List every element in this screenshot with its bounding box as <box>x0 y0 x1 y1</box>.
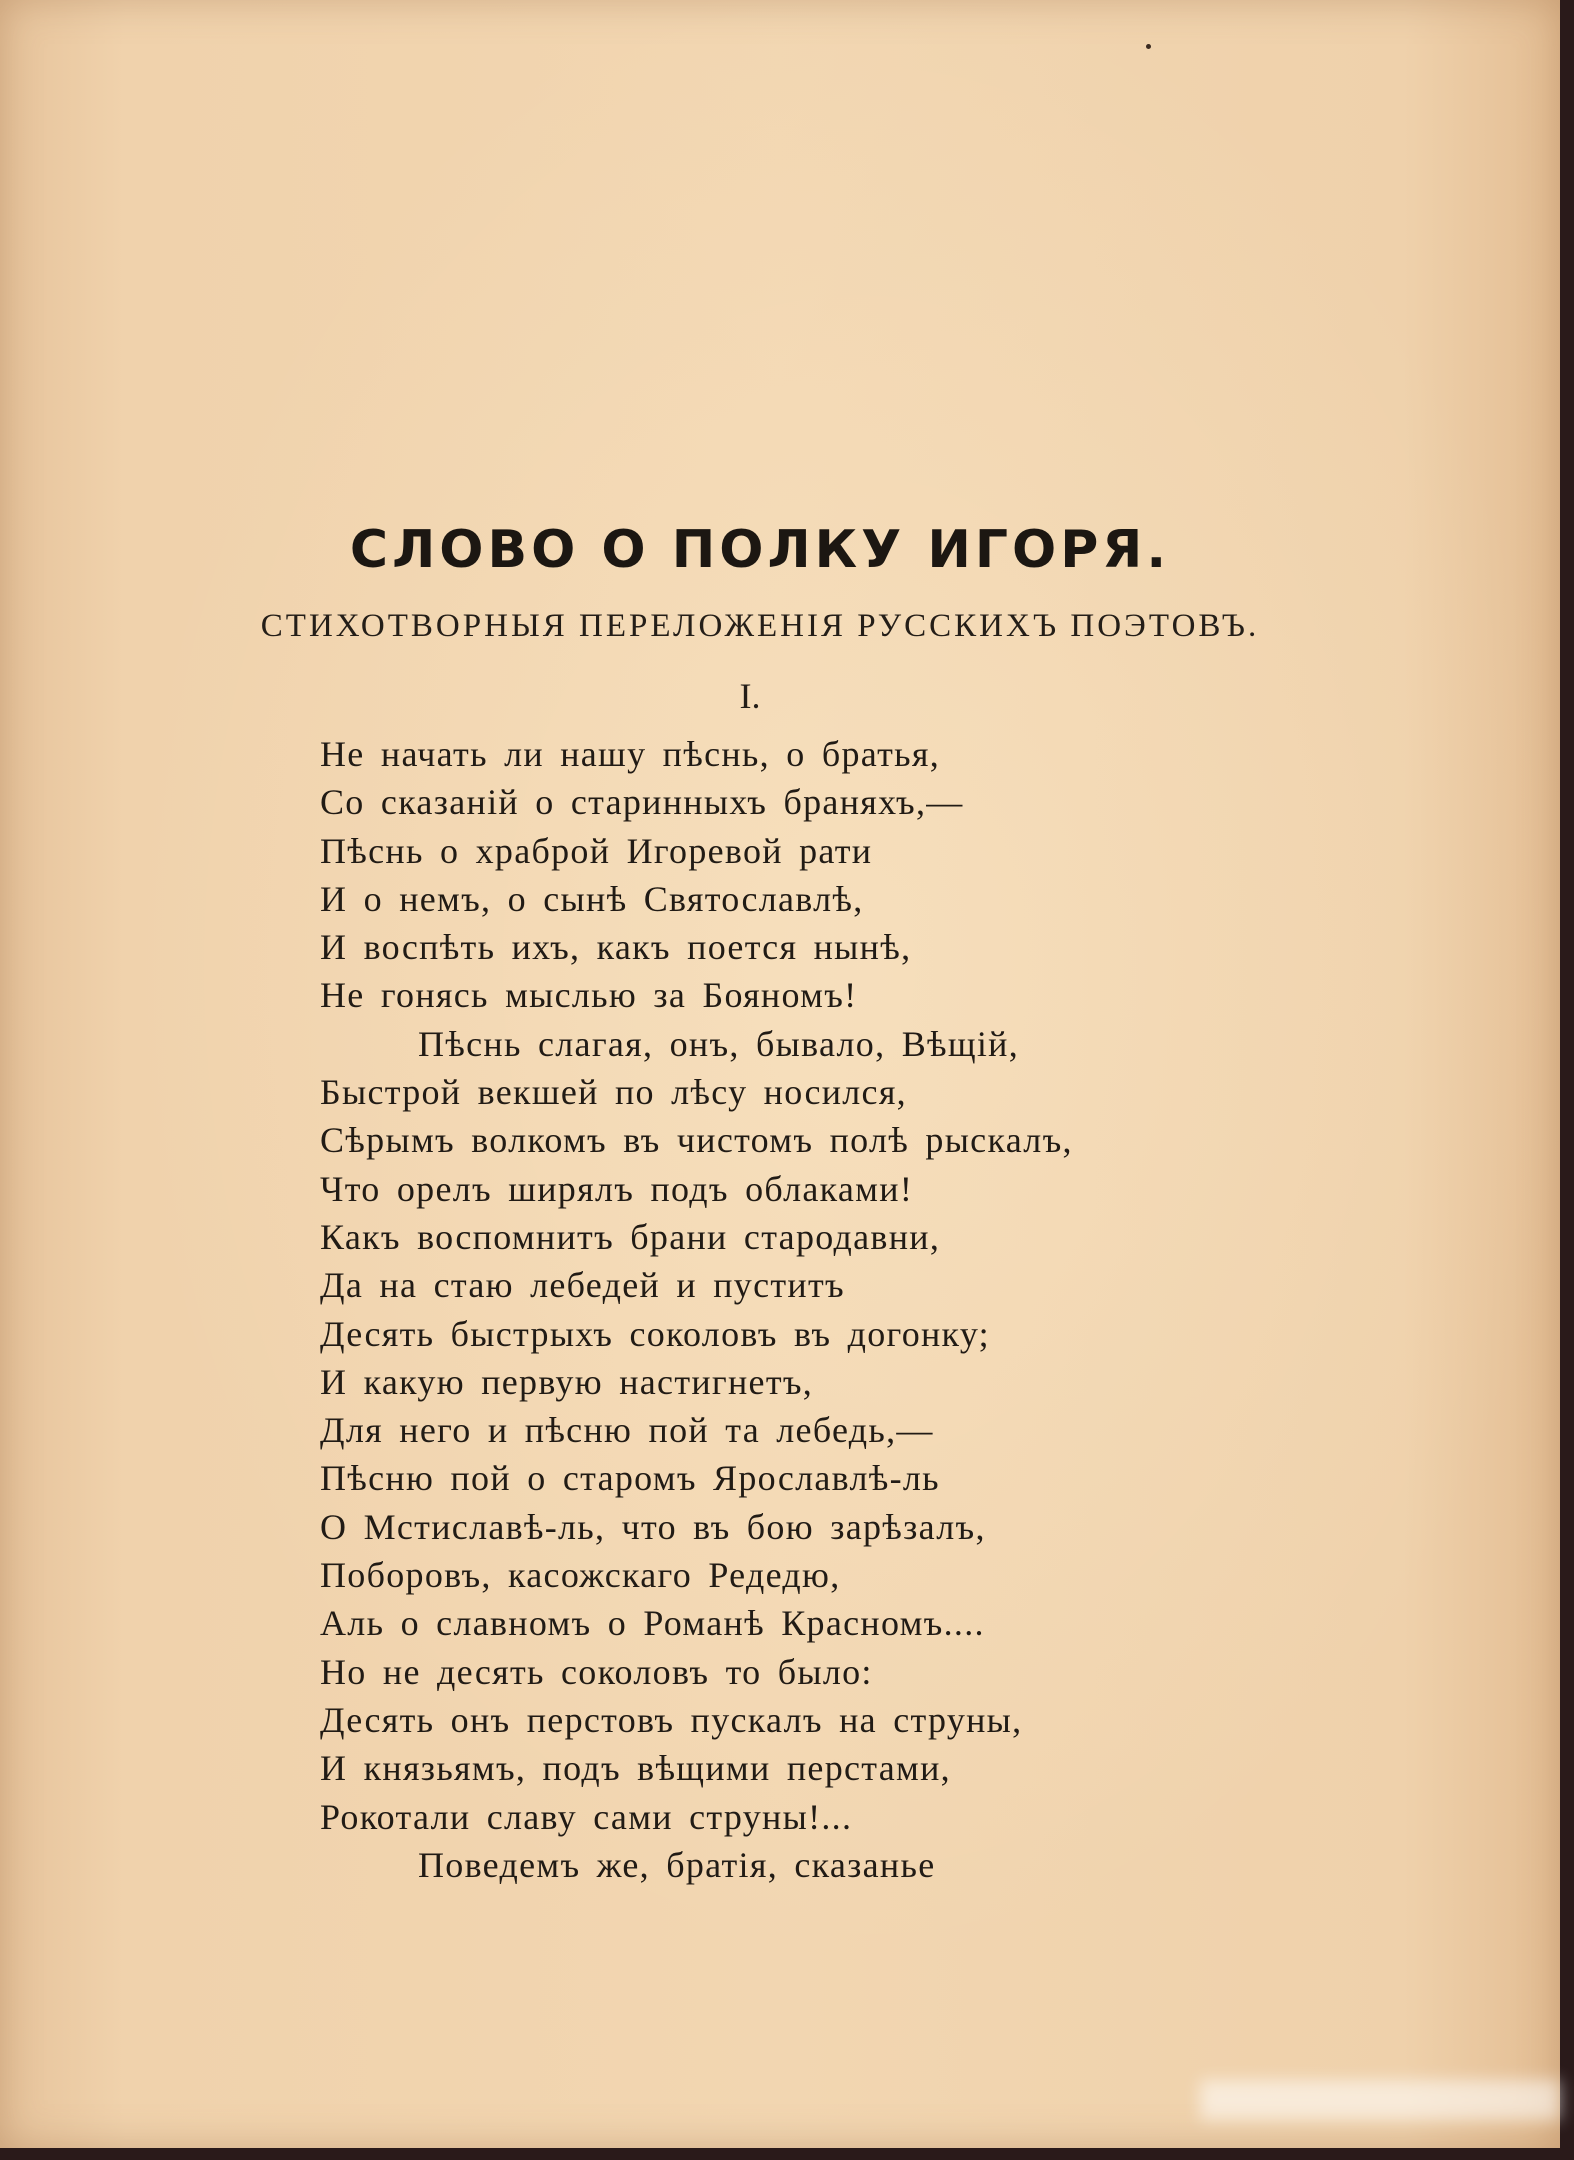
ink-speck <box>1146 44 1151 49</box>
poem-line: Не гонясь мыслью за Бояномъ! <box>320 975 858 1016</box>
paper-stain <box>1200 2080 1560 2120</box>
poem-line: Не начать ли нашу пѣснь, о братья, <box>320 734 941 774</box>
poem-line: И воспѣть ихъ, какъ поется нынѣ, <box>320 927 912 968</box>
poem-line: Пѣснь слагая, онъ, бывало, Вѣщій, <box>418 1023 1020 1064</box>
poem-line: Рокотали славу сами струны!... <box>320 1796 853 1837</box>
section-number: I. <box>739 676 761 716</box>
poem-line: О Мстиславѣ-ль, что въ бою зарѣзалъ, <box>320 1506 986 1547</box>
poem-line: И князьямъ, подъ вѣщими перстами, <box>320 1748 951 1789</box>
poem-line: Какъ воспомнитъ брани стародавни, <box>320 1216 941 1257</box>
poem-body <box>320 730 1220 1889</box>
poem-line: Но не десять соколовъ то было: <box>320 1651 873 1692</box>
poem-line: Пѣсню пой о старомъ Ярославлѣ-ль <box>320 1458 940 1499</box>
poem-line: И какую первую настигнетъ, <box>320 1361 814 1402</box>
poem-line: Что орелъ ширялъ подъ облаками! <box>320 1168 914 1209</box>
poem-line: Десять онъ перстовъ пускалъ на струны, <box>320 1699 1023 1740</box>
poem-line: Пѣснь о храброй Игоревой рати <box>320 830 873 871</box>
page-subtitle: СТИХОТВОРНЫЯ ПЕРЕЛОЖЕНІЯ РУССКИХЪ ПОЭТОВЪ. <box>260 608 1260 644</box>
poem-line: Да на стаю лебедей и пуститъ <box>320 1265 845 1306</box>
poem-line: Со сказаній о старинныхъ браняхъ,— <box>320 782 964 823</box>
poem-line: Сѣрымъ волкомъ въ чистомъ полѣ рыскалъ, <box>320 1120 1073 1161</box>
poem-line: Быстрой векшей по лѣсу носился, <box>320 1072 907 1113</box>
poem-line: И о немъ, о сынѣ Святославлѣ, <box>320 878 864 919</box>
poem-line: Поведемъ же, братія, сказанье <box>418 1844 936 1885</box>
poem-line: Аль о славномъ о Романѣ Красномъ.... <box>320 1603 985 1644</box>
poem-line: Поборовъ, касожскаго Редедю, <box>320 1555 841 1596</box>
poem-line: Десять быстрыхъ соколовъ въ догонку; <box>320 1313 990 1354</box>
poem-line: Для него и пѣсню пой та лебедь,— <box>320 1410 934 1451</box>
page-title: СЛОВО О ПОЛКУ ИГОРЯ. <box>349 520 1171 580</box>
